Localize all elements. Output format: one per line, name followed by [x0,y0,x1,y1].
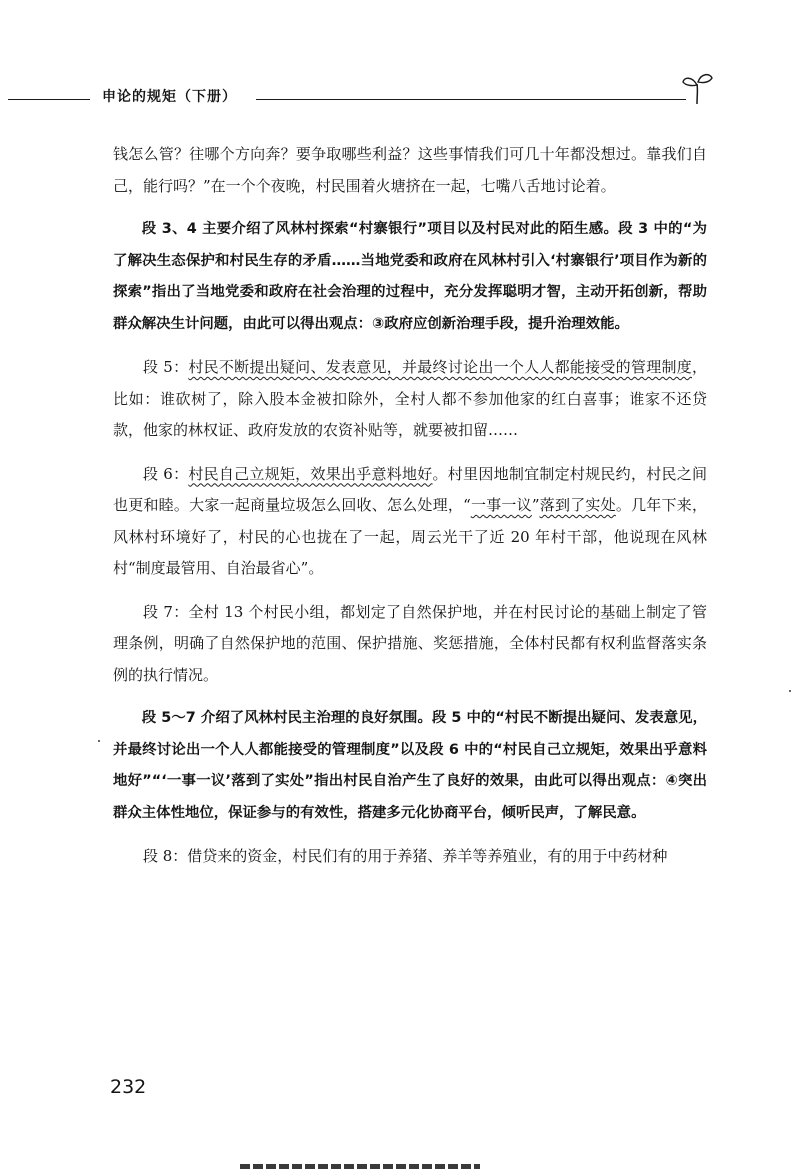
text-run: 段 8：借贷来的资金，村民们有的用于养猪、养羊等养殖业，有的用于中药材种 [143,847,668,865]
text-run: 段 5： [143,358,189,376]
underlined-phrase: 村民自己立规矩，效果出乎意料地好 [188,464,433,483]
page-number: 232 [110,1076,147,1098]
paragraph-1 [113,139,707,202]
paragraph-7 [113,841,707,873]
underlined-phrase: 村民不断提出疑问、发表意见，并最终讨论出一个人人都能接受的管理制度 [188,358,692,376]
text-run: 段 3、4 主要介绍了风林村探索“村寨银行”项目以及村民对此的陌生感。段 3 中的“为了解决生态保护和村民生存的矛盾……当地党委和政府在风林村引入‘村寨银行’项目作为新的探索”指出了当地党委和政府在社会治理的过程中，充分发挥聪明才智，主动开拓创新，帮助群众解决生计问题，由此可以得出观点：③政府应创新治理手段，提升治理效能。 [113,221,707,332]
paragraph-3 [113,352,707,447]
header-rule-right [256,99,686,100]
text-run: 。村里因地制宜制定村规民约，村民之间也更和睦。大家一起商量垃圾怎么回收、怎么处理，“ [113,464,707,514]
text-run: 钱怎么管？往哪个方向奔？要争取哪些利益？这些事情我们可几十年都没想过。靠我们自己，能行吗？”在一个个夜晚，村民围着火塘挤在一起，七嘴八舌地讨论着。 [113,145,707,195]
paragraph-6 [113,703,707,829]
text-run: ，比如：谁砍树了，除入股本金被扣除外，全村人都不参加他家的红白喜事；谁家不还贷款，他家的林权证、政府发放的农资补贴等，就要被扣留…… [113,358,707,439]
scan-speck [789,690,791,692]
underlined-phrase: 一事一议 [470,496,532,514]
header-rule-left [8,99,90,100]
header-title: 申论的规矩（下册） [102,89,237,105]
text-run: 段 7：全村 13 个村民小组，都划定了自然保护地，并在村民讨论的基础上制定了管理条例，明确了自然保护地的范围、保护措施、奖惩措施，全体村民都有权利监督落实条例的执行情况。 [113,602,707,684]
paragraph-2 [113,214,707,340]
sprout-icon [680,70,714,106]
text-run: 段 5～7 介绍了风林村民主治理的良好氛围。段 5 中的“村民不断提出疑问、发表意见，并最终讨论出一个人人都能接受的管理制度”以及段 6 中的“村民自己立规矩，效果出乎意料地好”“‘一事一议’落到了实处”指出村民自治产生了良好的效果，由此可以得出观点：④突出群众主体性地位，保证参与的有效性，搭建多元化协商平台，倾听民声，了解民意。 [113,710,707,821]
underlined-phrase: 落到了实处 [539,496,616,514]
paragraph-4 [113,459,707,585]
body-text [113,139,707,873]
running-header [0,80,800,110]
text-run: 段 6： [143,464,189,483]
text-run: 。几年下来，风林村环境好了，村民的心也拢在了一起，周云光干了近 20 年村干部，他说现在风林村“制度最管用、自治最省心”。 [113,496,707,577]
paragraph-5 [113,597,707,692]
text-run: ” [531,496,540,514]
footer-cut-text [240,1158,480,1170]
scan-speck [98,740,100,742]
